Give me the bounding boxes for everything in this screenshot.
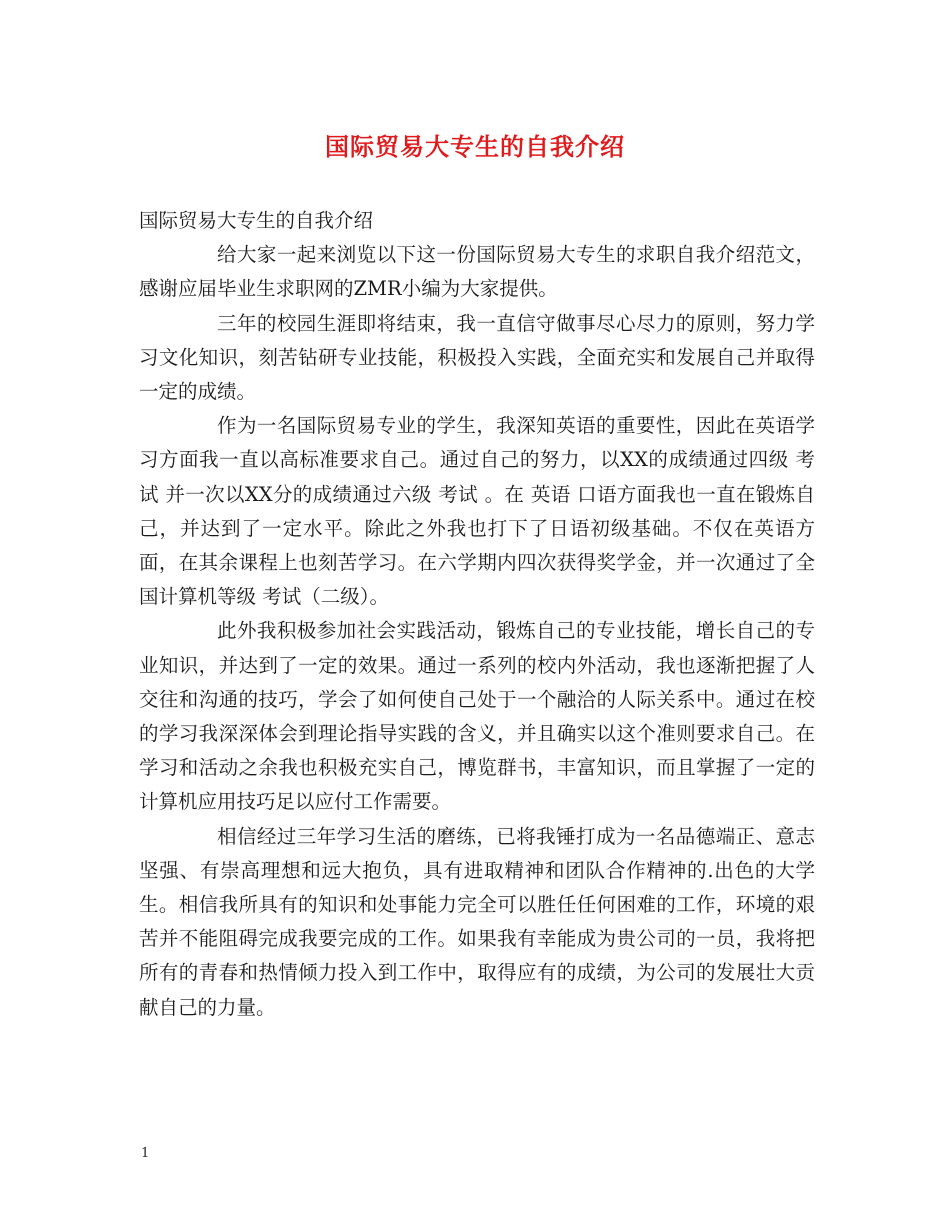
paragraph-conclusion: 相信经过三年学习生活的磨练，已将我锤打成为一名品德端正、意志坚强、有崇高理想和远大抱负，具有进取精神和团队合作精神的.出色的大学生。相信我所具有的知识和处事能力完全可以胜任任何困难的工作，环境的艰苦并不能阻碍完成我要完成的工作。如果我有幸能成为贵公司的一员，我将把所有的青春和热情倾力投入到工作中，取得应有的成绩，为公司的发展壮大贡献自己的力量。 <box>139 824 815 1019</box>
paragraph-english-study: 作为一名国际贸易专业的学生，我深知英语的重要性，因此在英语学习方面我一直以高标准要求自己。通过自己的努力，以XX的成绩通过四级 考试 并一次以XX分的成绩通过六级 考试 。在 英语 口语方面我也一直在锻炼自己，并达到了一定水平。除此之外我也打下了日语初级基础。不仅在英语方面，在其余课程上也刻苦学习。在六学期内四次获得奖学金，并一次通过了全国计算机等级 考试（二级）。 <box>139 414 815 609</box>
document-body <box>139 204 815 1025</box>
page-number: 1 <box>141 1146 150 1161</box>
paragraph-social-practice: 此外我积极参加社会实践活动，锻炼自己的专业技能，增长自己的专业知识，并达到了一定的效果。通过一系列的校内外活动，我也逐渐把握了人交往和沟通的技巧，学会了如何使自己处于一个融洽的人际关系中。通过在校的学习我深深体会到理论指导实践的含义，并且确实以这个准则要求自己。在学习和活动之余我也积极充实自己，博览群书，丰富知识，而且掌握了一定的计算机应用技巧足以应付工作需要。 <box>139 619 815 814</box>
document-title: 国际贸易大专生的自我介绍 <box>325 132 625 161</box>
paragraph-intro: 给大家一起来浏览以下这一份国际贸易大专生的求职自我介绍范文，感谢应届毕业生求职网的ZMR小编为大家提供。 <box>139 243 815 301</box>
paragraph-campus-life: 三年的校园生涯即将结束，我一直信守做事尽心尽力的原则，努力学习文化知识，刻苦钻研专业技能，积极投入实践，全面充实和发展自己并取得一定的成绩。 <box>139 311 815 404</box>
document-subtitle: 国际贸易大专生的自我介绍 <box>139 209 374 232</box>
